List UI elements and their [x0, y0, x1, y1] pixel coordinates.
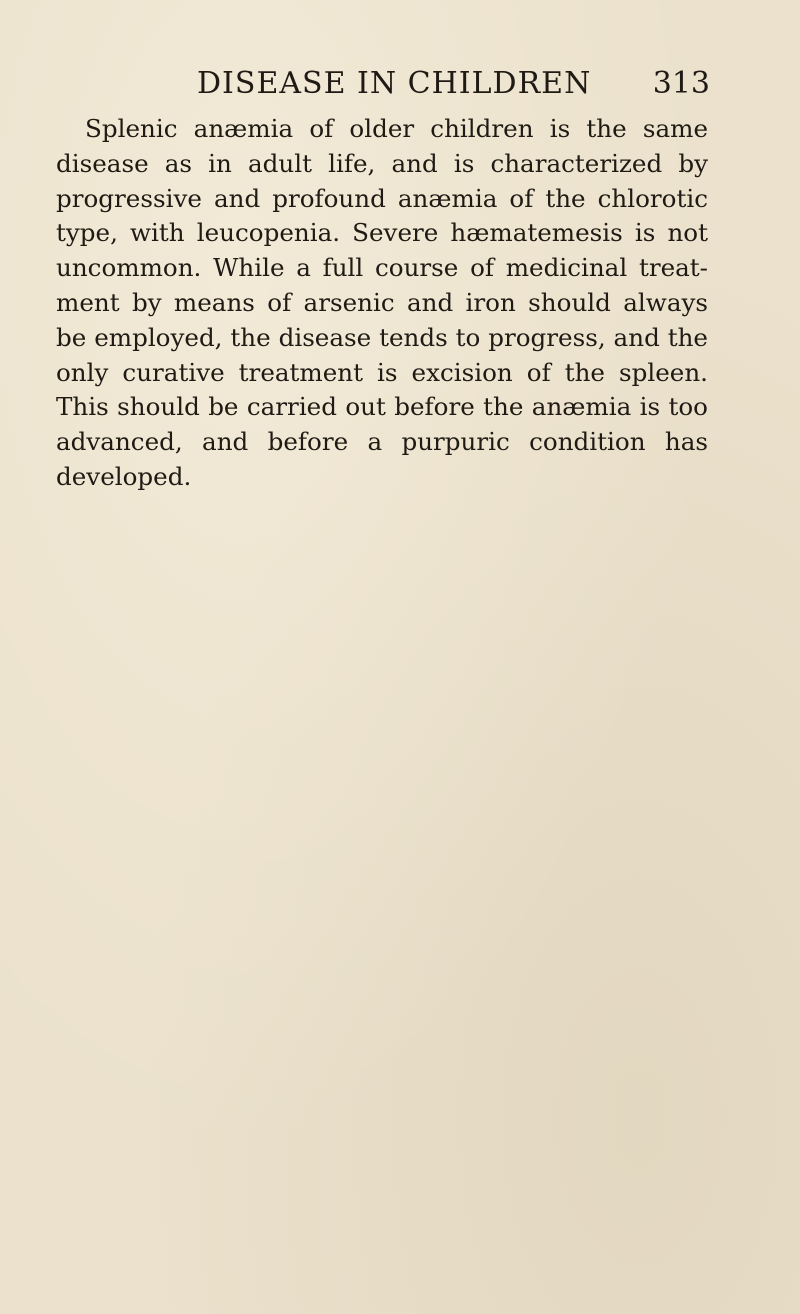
page-number: 313	[652, 66, 710, 101]
body-paragraph: Splenic anæmia of older children is the same disease as in adult life, and is characterized by progressive and profound anæmia of the chlorotic type, with leucopenia. Severe hæmatemesis is not uncommon. While a full course of medicinal treat-ment by means of arsenic and iron should always be employed, the disease tends to progress, and the only curative treatment is excision of the spleen. This should be carried out before the anæmia is too advanced, and before a purpuric condition has developed.	[56, 114, 708, 491]
running-head-title: DISEASE IN CHILDREN	[197, 66, 592, 101]
running-head	[197, 66, 710, 110]
